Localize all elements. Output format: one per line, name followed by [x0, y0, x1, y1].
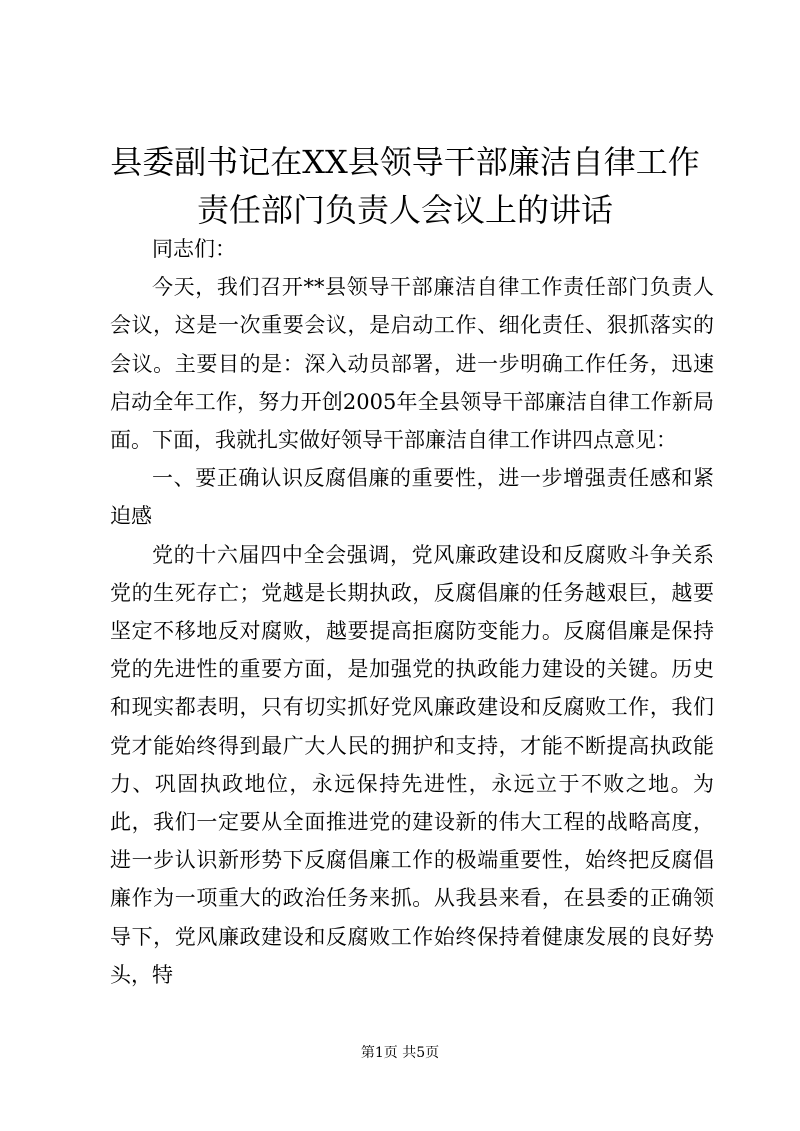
document-body [110, 230, 714, 994]
intro-paragraph: 今天，我们召开**县领导干部廉洁自律工作责任部门负责人会议，这是一次重要会议，是启动工作、细化责任、狠抓落实的会议。主要目的是：深入动员部署，进一步明确工作任务，迅速启动全年工作，努力开创2005年全县领导干部廉洁自律工作新局面。下面，我就扎实做好领导干部廉洁自律工作讲四点意见： [110, 275, 714, 453]
page-number-footer: 第1页 共5页 [360, 1045, 440, 1061]
section-heading-1: 一、要正确认识反腐倡廉的重要性，进一步增强责任感和紧迫感 [110, 466, 714, 529]
section-1-paragraph: 党的十六届四中全会强调，党风廉政建设和反腐败斗争关系党的生死存亡；党越是长期执政，反腐倡廉的任务越艰巨，越要坚定不移地反对腐败，越要提高拒腐防变能力。反腐倡廉是保持党的先进性的重要方面，是加强党的执政能力建设的关键。历史和现实都表明，只有切实抓好党风廉政建设和反腐败工作，我们党才能始终得到最广大人民的拥护和支持，才能不断提高执政能力、巩固执政地位，永远保持先进性，永远立于不败之地。为此，我们一定要从全面推进党的建设新的伟大工程的战略高度，进一步认识新形势下反腐倡廉工作的极端重要性，始终把反腐倡廉作为一项重大的政治任务来抓。从我县来看，在县委的正确领导下，党风廉政建设和反腐败工作始终保持着健康发展的良好势头，特 [110, 542, 714, 987]
document-title: 县委副书记在XX县领导干部廉洁自律工作责任部门负责人会议上的讲话 [110, 143, 700, 229]
greeting-paragraph: 同志们： [152, 237, 236, 261]
